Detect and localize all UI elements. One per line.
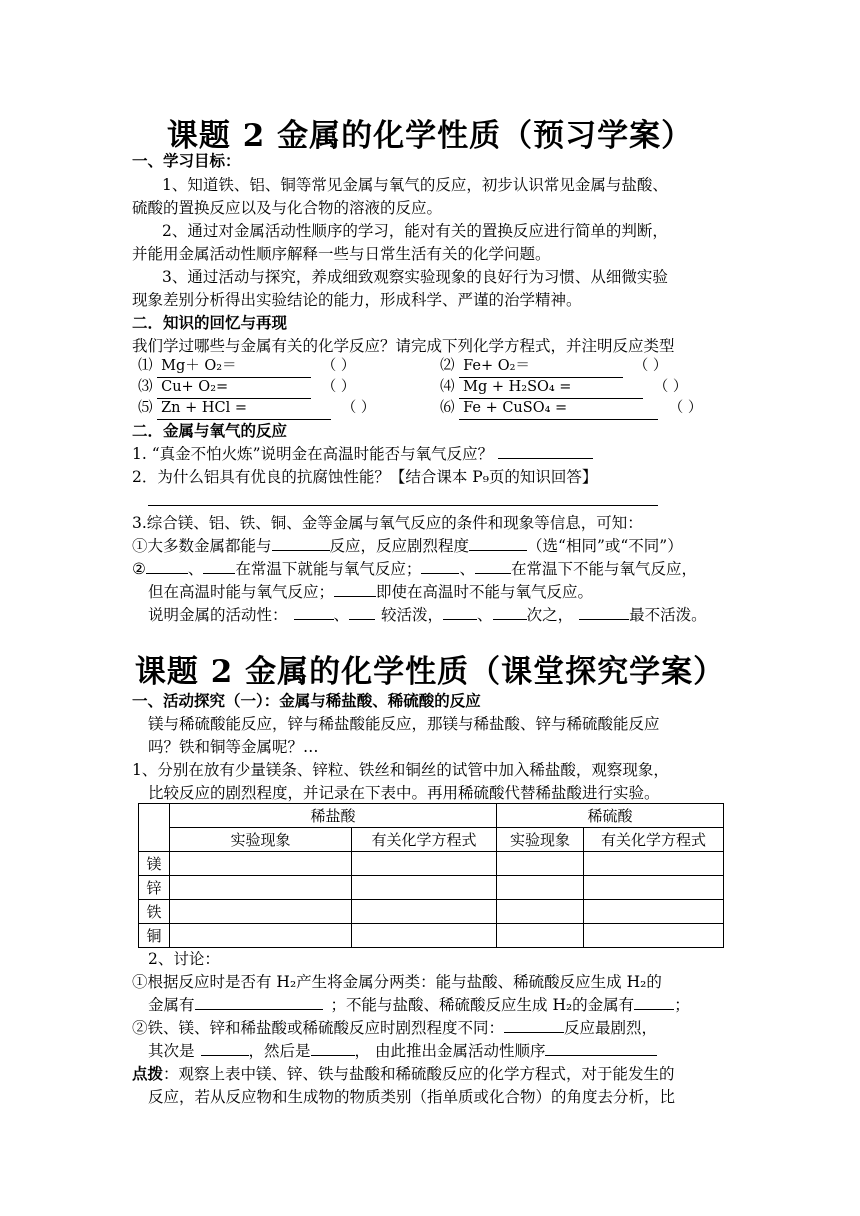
table-cell[interactable] <box>352 876 497 900</box>
table-cell[interactable] <box>352 852 497 876</box>
h2so4-equation-header: 有关化学方程式 <box>584 828 724 852</box>
equation-4 <box>440 376 687 399</box>
question-1 <box>132 443 593 465</box>
row-metal-label: 锌 <box>139 876 170 900</box>
q3a-text-3: （选“相同”或“不同”） <box>527 537 683 555</box>
d2-blank-2[interactable] <box>201 1040 249 1056</box>
d2-text-3: 其次是 <box>148 1042 195 1060</box>
equation-6-number: ⑹ <box>440 400 455 416</box>
equation-5-text[interactable]: Zn + HCl = <box>157 397 331 420</box>
equation-5 <box>138 397 375 420</box>
table-cell[interactable] <box>497 852 584 876</box>
equation-3-type[interactable]: （ ） <box>321 379 356 395</box>
q3d-text-6: 最不活泼。 <box>629 606 707 624</box>
equation-4-number: ⑷ <box>440 379 455 395</box>
tip-line-1 <box>132 1063 675 1085</box>
d1-text-3: ； <box>674 996 690 1014</box>
d1-blank-2[interactable] <box>634 994 674 1010</box>
d1-blank-1[interactable] <box>195 994 323 1010</box>
review-heading: 二．知识的回忆与再现 <box>132 313 288 332</box>
equation-6 <box>440 397 702 420</box>
question-3c <box>148 581 593 603</box>
table-cell[interactable] <box>584 924 724 948</box>
q3b-text-3: 在常温下就能与氧气反应； <box>235 560 422 578</box>
table-row <box>139 876 724 900</box>
table-row <box>139 852 724 876</box>
table-row <box>139 900 724 924</box>
results-table <box>138 803 724 948</box>
q3a-text-1: ①大多数金属都能与 <box>132 537 272 555</box>
table-cell[interactable] <box>170 852 352 876</box>
goal-3-line-2: 现象差别分析得出实验结论的能力，形成科学、严谨的治学精神。 <box>132 291 582 309</box>
q3a-blank-2[interactable] <box>469 535 527 551</box>
hcl-observation-header: 实验现象 <box>170 828 352 852</box>
q3c-blank-1[interactable] <box>334 581 376 597</box>
q3c-text-2: 即使在高温时不能与氧气反应。 <box>376 583 594 601</box>
equation-4-type[interactable]: （ ） <box>653 379 688 395</box>
equation-2-number: ⑵ <box>440 358 455 374</box>
table-cell[interactable] <box>352 900 497 924</box>
question-2: 2．为什么铝具有优良的抗腐蚀性能？【结合课本 P₉页的知识回答】 <box>132 468 598 486</box>
oxygen-heading: 二．金属与氧气的反应 <box>132 421 288 440</box>
equation-3-number: ⑶ <box>138 379 153 395</box>
tip-line-2: 反应，若从反应物和生成物的物质类别（指单质或化合物）的角度去分析，比 <box>148 1088 676 1106</box>
q3c-text-1: 但在高温时能与氧气反应； <box>148 583 335 601</box>
question-1-text: 1. “真金不怕火炼”说明金在高温时能否与氧气反应？ <box>132 445 494 463</box>
discussion-2-line-1 <box>132 1017 657 1039</box>
q3d-blank-1[interactable] <box>294 604 334 620</box>
question-3d <box>148 604 707 626</box>
class-title: 课题 2 金属的化学性质（课堂探究学案） <box>134 654 726 690</box>
table-cell[interactable] <box>352 924 497 948</box>
q3b-text-5: 在常温下不能与氧气反应， <box>510 560 697 578</box>
hcl-equation-header: 有关化学方程式 <box>352 828 497 852</box>
equation-3-text[interactable]: Cu+ O₂= <box>157 376 311 399</box>
tip-text-1: ：观察上表中镁、锌、铁与盐酸和稀硫酸反应的化学方程式，对于能发生的 <box>163 1065 675 1083</box>
row-metal-label: 铜 <box>139 924 170 948</box>
equation-2 <box>440 355 667 378</box>
question-3a <box>132 535 683 557</box>
q3b-blank-3[interactable] <box>421 558 459 574</box>
table-row <box>139 924 724 948</box>
step-1-line-2: 比较反应的剧烈程度，并记录在下表中。再用稀硫酸代替稀盐酸进行实验。 <box>148 784 660 802</box>
q3d-blank-4[interactable] <box>493 604 527 620</box>
equation-1-text[interactable]: Mg＋ O₂＝ <box>157 355 311 378</box>
d2-blank-3[interactable] <box>311 1040 355 1056</box>
d2-text-1: ②铁、镁、锌和稀盐酸或稀硫酸反应时剧烈程度不同： <box>132 1019 505 1037</box>
q3b-text-1: ② <box>132 560 146 578</box>
q3b-blank-1[interactable] <box>146 558 188 574</box>
question-2-answer-line[interactable] <box>148 505 658 506</box>
table-cell[interactable] <box>497 876 584 900</box>
equation-1-type[interactable]: （ ） <box>321 358 356 374</box>
equation-5-type[interactable]: （ ） <box>341 400 376 416</box>
q3b-text-4: 、 <box>459 560 475 578</box>
activity-line-1: 镁与稀硫酸能反应，锌与稀盐酸能反应，那镁与稀盐酸、锌与稀硫酸能反应 <box>148 715 660 733</box>
question-1-answer[interactable] <box>498 443 593 459</box>
goals-heading: 一、学习目标： <box>132 151 241 170</box>
activity-heading: 一、活动探究（一）：金属与稀盐酸、稀硫酸的反应 <box>132 691 481 710</box>
equation-2-text[interactable]: Fe+ O₂＝ <box>459 355 623 378</box>
d2-blank-4[interactable] <box>545 1040 657 1056</box>
discussion-1-line-1: ①根据反应时是否有 H₂产生将金属分两类：能与盐酸、稀硫酸反应生成 H₂的 <box>132 973 662 991</box>
equation-1-number: ⑴ <box>138 358 153 374</box>
equation-3 <box>138 376 355 399</box>
h2so4-header: 稀硫酸 <box>497 804 724 828</box>
preview-title: 课题 2 金属的化学性质（预习学案） <box>166 118 694 154</box>
q3d-text-5: 次之， <box>526 606 574 624</box>
q3d-text-3: 较活泼， <box>381 606 444 624</box>
q3b-blank-2[interactable] <box>203 558 235 574</box>
review-intro: 我们学过哪些与金属有关的化学反应？请完成下列化学方程式，并注明反应类型 <box>132 337 675 355</box>
q3d-text-4: 、 <box>477 606 493 624</box>
activity-line-2: 吗？铁和铜等金属呢？… <box>148 738 319 756</box>
q3d-text-2: 、 <box>333 606 350 624</box>
q3d-text-1: 说明金属的活动性： <box>148 606 288 624</box>
tip-label: 点拨 <box>132 1064 164 1083</box>
equation-5-number: ⑸ <box>138 400 153 416</box>
table-cell[interactable] <box>584 852 724 876</box>
discussion-heading: 2、讨论： <box>148 950 220 968</box>
table-cell[interactable] <box>584 876 724 900</box>
corner-cell <box>139 804 170 852</box>
q3a-text-2: 反应，反应剧烈程度 <box>329 537 470 555</box>
goal-1-line-2: 硫酸的置换反应以及与化合物的溶液的反应。 <box>132 199 443 217</box>
q3d-blank-3[interactable] <box>443 604 477 620</box>
goal-1-line-1: 1、知道铁、铝、铜等常见金属与氧气的反应，初步认识常见金属与盐酸、 <box>162 176 668 194</box>
equation-2-type[interactable]: （ ） <box>633 358 668 374</box>
d2-text-2: 反应最剧烈， <box>564 1019 658 1037</box>
d1-text-2: ；不能与盐酸、稀硫酸反应生成 H₂的金属有 <box>330 996 635 1014</box>
table-cell[interactable] <box>497 924 584 948</box>
equation-4-text[interactable]: Mg + H₂SO₄ = <box>459 376 643 399</box>
d2-text-4: ，然后是 <box>248 1042 311 1060</box>
question-3b <box>132 558 697 580</box>
row-metal-label: 镁 <box>139 852 170 876</box>
d1-text-1: 金属有 <box>148 996 195 1014</box>
table-cell[interactable] <box>584 900 724 924</box>
d2-text-5: ， 由此推出金属活动性顺序 <box>354 1042 546 1060</box>
question-3: 3.综合镁、铝、铁、铜、金等金属与氧气反应的条件和现象等信息，可知： <box>132 514 643 532</box>
equation-6-text[interactable]: Fe + CuSO₄ = <box>459 397 658 420</box>
q3d-blank-2[interactable] <box>349 604 375 620</box>
hcl-header: 稀盐酸 <box>170 804 497 828</box>
equation-1 <box>138 355 355 378</box>
table-cell[interactable] <box>170 924 352 948</box>
q3b-blank-4[interactable] <box>475 558 511 574</box>
goal-2-line-1: 2、通过对金属活动性顺序的学习，能对有关的置换反应进行简单的判断， <box>162 222 668 240</box>
goal-3-line-1: 3、通过活动与探究，养成细致观察实验现象的良好行为习惯、从细微实验 <box>162 268 668 286</box>
step-1-line-1: 1、分别在放有少量镁条、锌粒、铁丝和铜丝的试管中加入稀盐酸，观察现象， <box>132 761 669 779</box>
goal-2-line-2: 并能用金属活动性顺序解释一些与日常生活有关的化学问题。 <box>132 245 551 263</box>
table-cell[interactable] <box>170 876 352 900</box>
row-metal-label: 铁 <box>139 900 170 924</box>
q3b-text-2: 、 <box>187 560 204 578</box>
d2-blank-1[interactable] <box>504 1017 564 1033</box>
q3a-blank-1[interactable] <box>272 535 330 551</box>
equation-6-type[interactable]: （ ） <box>668 400 703 416</box>
h2so4-observation-header: 实验现象 <box>497 828 584 852</box>
table-cell[interactable] <box>170 900 352 924</box>
q3d-blank-5[interactable] <box>579 604 629 620</box>
table-cell[interactable] <box>497 900 584 924</box>
discussion-2-line-2 <box>148 1040 657 1062</box>
discussion-1-line-2 <box>148 994 690 1016</box>
